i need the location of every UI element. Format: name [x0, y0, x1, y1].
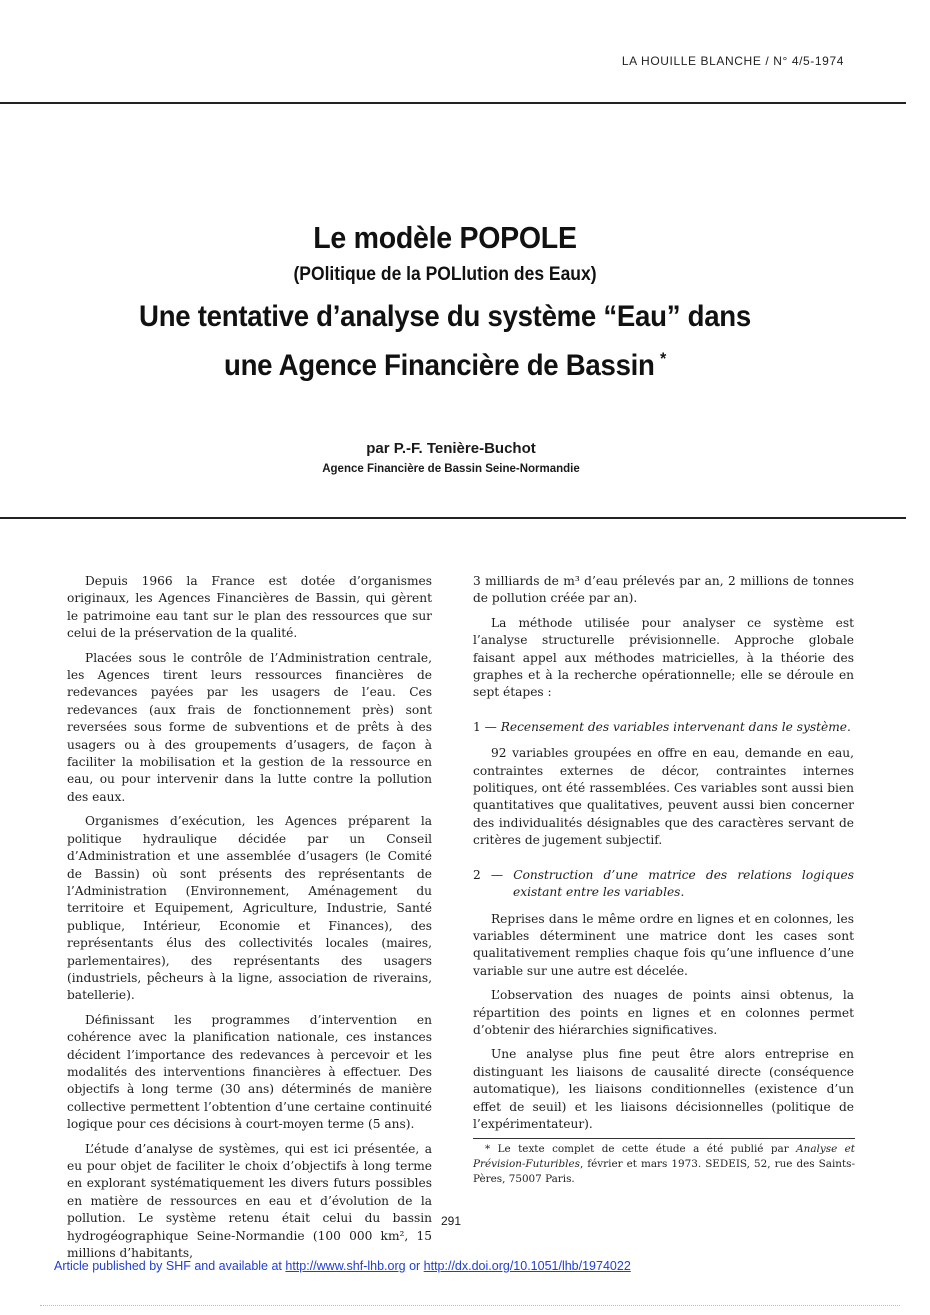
section-2-number: 2 —: [473, 867, 504, 882]
header-rule: [0, 102, 906, 104]
title-line-3: [36, 338, 855, 387]
left-paragraph-4: Définissant les programmes d’intervention en cohérence avec la planification nationale, ces instances décident l’importance des redevances à percevoir et les modalités des interventions financières à effectuer. Des objectifs à long terme (30 ans) déterminés de manière collective permettent l’obtention d’une certaine continuité logique pour ces décisions à court-moyen terme (5 ans).: [67, 1012, 432, 1132]
title-block: [0, 218, 890, 387]
section-2-paragraph-3: Une analyse plus fine peut être alors entreprise en distinguant les liaisons de causalité directe (conséquence automatique), les liaisons conditionnelles (existence d’un effet de seuil) et les liaisons décisionnelles (politique de l’expérimentateur).: [473, 1047, 854, 1131]
right-paragraph-method: La méthode utilisée pour analyser ce système est l’analyse structurelle prévisionnelle. Approche globale faisant appel aux méthodes matricielles, à la théorie des graphes et à la recherche opérationnelle; elle se déroule en sept étapes :: [473, 615, 854, 700]
left-paragraph-3: Organismes d’exécution, les Agences préparent la politique hydraulique décidée par un Conseil d’Administration et une assemblée d’usagers (le Comité de Bassin) où sont présents des représentants de l’Administration (Environnement, Aménagement du territoire et Equipement, Agriculture, Industrie, Santé publique, Intérieur, Economie et Finances), des représentants élus des collectivités locales (maires, parlementaires), des représentants des usagers (industriels, pêcheurs à la ligne, association de riverains, batellerie).: [67, 814, 432, 1003]
left-paragraph-5: L’étude d’analyse de systèmes, qui est ici présentée, a eu pour objet de faciliter le choix d’objectifs à long terme en explorant systématiquement les divers futurs possibles en matière de ressources en eau et d’évolution de la pollution. Le système retenu était celui du bassin hydrogéographique Seine-Normandie (100 000 km², 15 millions d’habitants,: [67, 1141, 432, 1261]
title-rule: [0, 517, 906, 519]
section-2-heading: [473, 867, 854, 902]
title-main: Le modèle POPOLE: [313, 220, 577, 255]
footnote-rule: [473, 1138, 855, 1139]
shf-link[interactable]: http://www.shf-lhb.org: [285, 1259, 406, 1273]
title-subtitle: (POlitique de la POLlution des Eaux): [293, 264, 597, 285]
section-2-paragraph-1: Reprises dans le même ordre en lignes et en colonnes, les variables déterminent une matrice dont les cases sont qualitativement remplies chaque fois qu’une influence d’une variable sur une autre est décelée.: [473, 911, 854, 978]
right-paragraph-continued: 3 milliards de m³ d’eau prélevés par an, 2 millions de tonnes de pollution créée par an).: [473, 574, 854, 606]
footnote-journal: Analyse et Prévision-Futuribles: [473, 1143, 855, 1170]
section-1-title: Recensement des variables intervenant dans le système.: [500, 719, 851, 734]
running-head: LA HOUILLE BLANCHE / N° 4/5-1974: [621, 54, 844, 68]
page-number: 291: [440, 1214, 462, 1228]
publication-line: [54, 1259, 631, 1273]
footnote-text-after: , février et mars 1973. SEDEIS, 52, rue des Saints-Pères, 75007 Paris.: [473, 1158, 855, 1185]
title-line-2: Une tentative d’analyse du système “Eau” dans: [139, 300, 751, 333]
publication-middle: or: [405, 1259, 424, 1273]
section-1-number: 1 —: [473, 719, 497, 734]
author-block: [0, 438, 902, 478]
section-2-title: Construction d’une matrice des relations logiques existant entre les variables.: [513, 867, 854, 900]
left-paragraph-1: Depuis 1966 la France est dotée d’organismes originaux, les Agences Financières de Bassin, qui gèrent le patrimoine eau tant sur le plan des ressources que sur celui de la préservation de la qualité.: [67, 574, 432, 641]
title-footnote-marker: *: [660, 349, 666, 368]
scan-artifact-line: [40, 1305, 900, 1308]
section-1-heading: [473, 719, 854, 736]
footnote: [473, 1142, 855, 1187]
section-2-paragraph-2: L’observation des nuages de points ainsi obtenus, la répartition des points en lignes et en colonnes permet d’obtenir des hiérarchies significatives.: [473, 988, 854, 1037]
left-paragraph-2: Placées sous le contrôle de l’Administration centrale, les Agences tirent leurs ressources financières de redevances payées par les usagers de l’eau. Ces redevances (aux frais de fonctionnement près) sont reversées sous forme de subventions et de prêts à des usagers ou à des groupements d’usagers, de façon à faciliter la mobilisation et la gestion de la ressource en eau, ou pour intervenir dans la lutte contre la pollution des eaux.: [67, 650, 432, 804]
left-column: [67, 573, 432, 1269]
publication-prefix: Article published by SHF and available at: [54, 1259, 286, 1273]
title-line-3-text: une Agence Financière de Bassin: [223, 349, 655, 382]
author-byline: par P.-F. Tenière-Buchot: [366, 440, 536, 457]
author-affiliation: Agence Financière de Bassin Seine-Normandie: [322, 463, 580, 475]
section-1-paragraph-1: 92 variables groupées en offre en eau, demande en eau, contraintes externes de décor, contraintes internes politiques, ont été rassemblées. Ces variables sont aussi bien quantitatives que qualitatives, peuvent aussi bien concerner des individualités désignables que des caractères servant de critères de jugement subjectif.: [473, 746, 854, 848]
footnote-text-before: * Le texte complet de cette étude a été publié par: [485, 1143, 789, 1155]
right-column: [473, 573, 854, 1140]
doi-link[interactable]: http://dx.doi.org/10.1051/lhb/1974022: [423, 1259, 631, 1273]
